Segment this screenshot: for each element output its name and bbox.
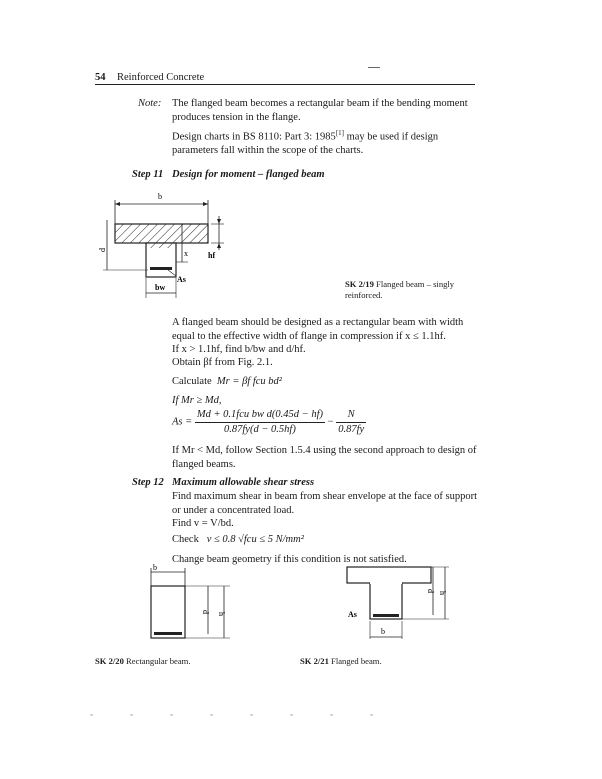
header-rule	[95, 84, 475, 85]
step11-p3: Obtain βf from Fig. 2.1.	[172, 357, 273, 368]
note-paragraph-2: Design charts in BS 8110: Part 3: 1985[1] may be used if design parameters fall within the scope of the charts.	[172, 129, 439, 157]
step12-title: Maximum allowable shear stress	[172, 477, 315, 488]
fig21-caption: SK 2/21 Flanged beam.	[300, 656, 382, 666]
if-mr-line: If Mr ≥ Md,	[172, 395, 222, 406]
label-hf: hf	[208, 251, 216, 260]
label-As: As	[177, 275, 186, 284]
page-number: 54	[95, 72, 106, 83]
running-title: Reinforced Concrete	[117, 72, 205, 83]
stray-mark	[368, 67, 380, 68]
fig19-caption: SK 2/19 Flanged beam – singly reinforced.	[345, 279, 455, 300]
step12-p2: Find v = V/bd.	[172, 518, 234, 529]
label-b: b	[158, 192, 162, 201]
step11-p1: A flanged beam should be designed as a rectangular beam with width equal to the effective width of flange in compression if x ≤ 1.1hf.	[172, 317, 464, 342]
calc-line: Calculate Mr = βf fcu bd²	[172, 376, 282, 387]
step11-label: Step 11	[132, 169, 164, 180]
label-b: b	[381, 627, 385, 636]
flanged-beam-diagram-2	[345, 565, 455, 655]
label-h: h	[438, 591, 447, 595]
label-b: b	[153, 563, 157, 572]
note-paragraph-1: The flanged beam becomes a rectangular beam if the bending moment produces tension in the flange.	[172, 98, 468, 123]
bottom-dots	[90, 714, 410, 716]
step12-label: Step 12	[132, 477, 164, 488]
check-line: Check v ≤ 0.8 √fcu ≤ 5 N/mm²	[172, 534, 304, 545]
label-x: x	[184, 249, 188, 258]
label-d: d	[201, 610, 210, 614]
as-formula: As = $\frac{\text{Md + 0.1fcu bw d(0.45d − hf)}}{0.87fy(d - 0.5hf)}$ − $\frac{N}{0.87fy}$	[172, 409, 365, 435]
flanged-beam-diagram	[98, 190, 238, 310]
step12-p3: Change beam geometry if this condition is not satisfied.	[172, 554, 407, 565]
note-label: Note:	[138, 98, 162, 109]
fig20-caption: SK 2/20 Rectangular beam.	[95, 656, 191, 666]
step11-title: Design for moment – flanged beam	[172, 169, 325, 180]
step11-p2: If x > 1.1hf, find b/bw and d/hf.	[172, 344, 306, 355]
step12-p1: Find maximum shear in beam from shear envelope at the face of support or under a concentrated load.	[172, 491, 477, 516]
label-d: d	[98, 248, 107, 252]
label-d: d	[426, 589, 435, 593]
label-bw: bw	[155, 283, 166, 292]
rectangular-beam-diagram	[140, 562, 240, 652]
label-As: As	[348, 610, 357, 619]
step11-p-last: If Mr < Md, follow Section 1.5.4 using the second approach to design of flanged beams.	[172, 445, 477, 470]
label-h: h	[217, 612, 226, 616]
